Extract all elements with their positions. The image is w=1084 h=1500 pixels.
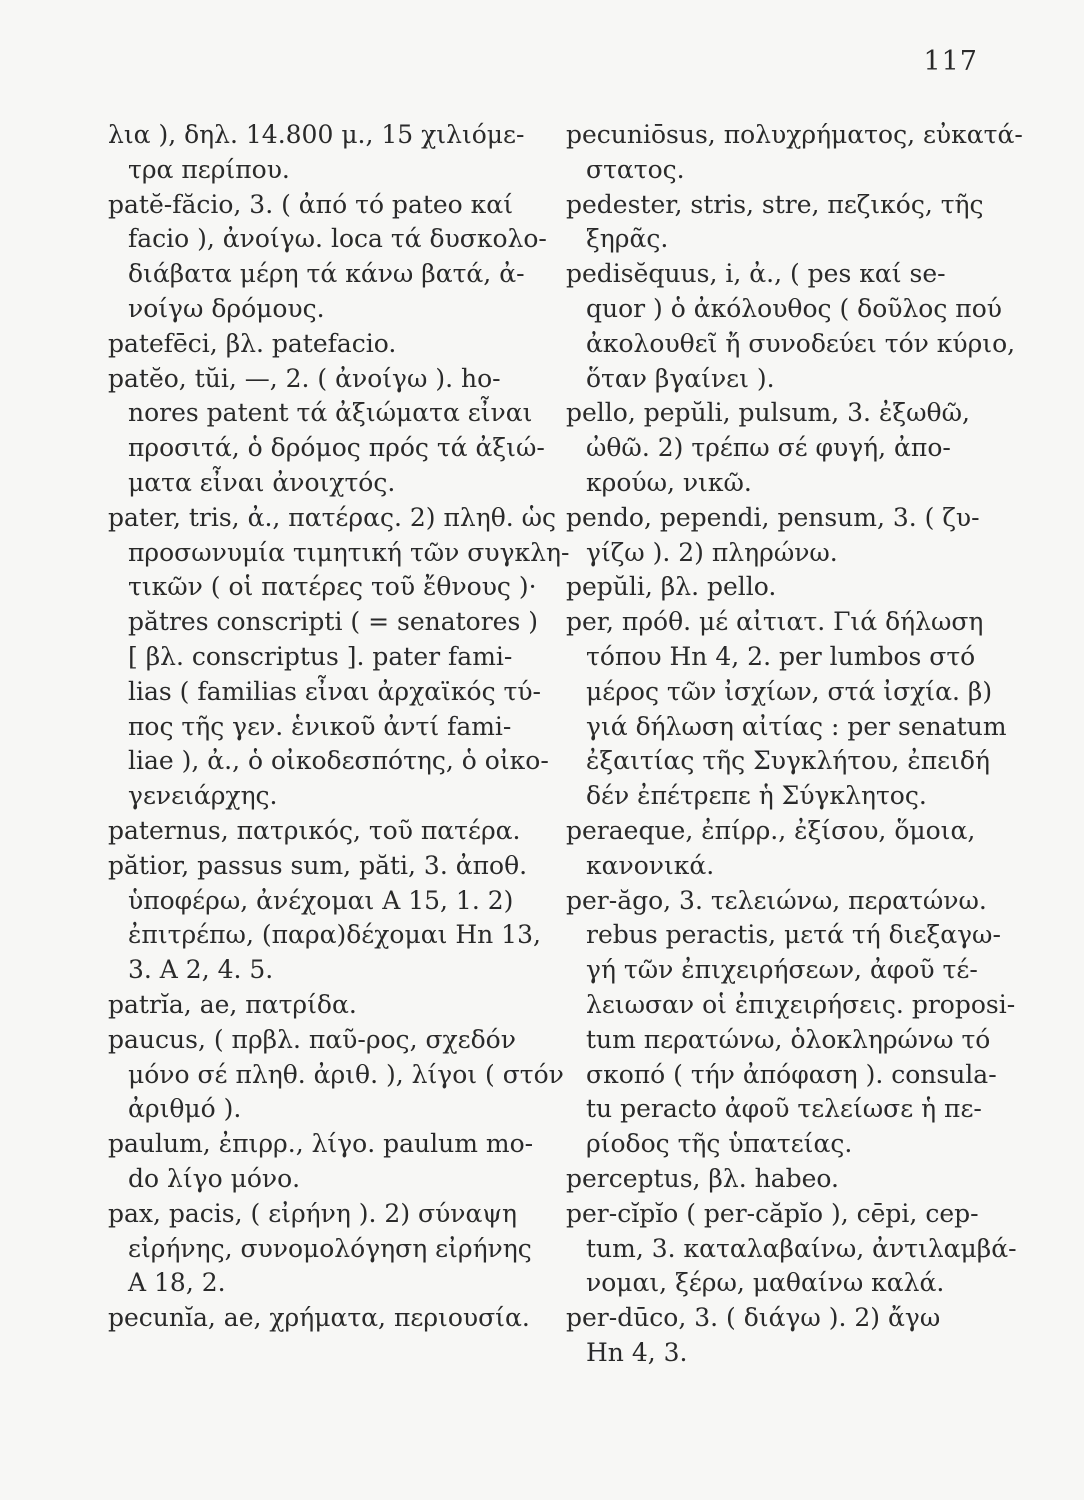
dictionary-line: ἐξαιτίας τῆς Συγκλήτου, ἐπειδή bbox=[586, 746, 990, 776]
dictionary-line: pecuniōsus, πολυχρήματος, εὐκατά- bbox=[566, 120, 1023, 149]
dictionary-line: προσιτά, ὁ δρόμος πρός τά ἀξιώ- bbox=[128, 433, 545, 463]
dictionary-line: λειωσαν οἱ ἐπιχειρήσεις. proposi- bbox=[586, 989, 1016, 1019]
dictionary-line: [ βλ. conscriptus ]. pater fami- bbox=[128, 641, 513, 671]
dictionary-line: ὑποφέρω, ἀνέχομαι A 15, 1. 2) bbox=[128, 885, 514, 915]
dictionary-line: paucus, ( πρβλ. παῦ-ρος, σχεδόν bbox=[108, 1024, 516, 1054]
dictionary-line: facio ), ἀνοίγω. loca τά δυσκολο- bbox=[128, 224, 547, 254]
dictionary-line: patĕo, tŭi, —, 2. ( ἀνοίγω ). ho- bbox=[108, 363, 501, 393]
dictionary-line: pax, pacis, ( εἰρήνη ). 2) σύναψη bbox=[108, 1198, 517, 1228]
dictionary-line: γή τῶν ἐπιχειρήσεων, ἀφοῦ τέ- bbox=[586, 955, 978, 985]
dictionary-line: ἀκολουθεῖ ἤ συνοδεύει τόν κύριο, bbox=[586, 328, 1016, 358]
dictionary-line: ματα εἶναι ἀνοιχτός. bbox=[128, 467, 396, 497]
dictionary-line: εἰρήνης, συνομολόγηση εἰρήνης bbox=[128, 1233, 532, 1263]
right-column bbox=[566, 118, 1023, 1371]
dictionary-line: σκοπό ( τήν ἀπόφαση ). consula- bbox=[586, 1059, 997, 1089]
dictionary-line: ἀριθμό ). bbox=[128, 1094, 242, 1124]
dictionary-line: peraeque, ἐπίρρ., ἐξίσου, ὅμοια, bbox=[566, 815, 976, 845]
dictionary-line: νομαι, ξέρω, μαθαίνω καλά. bbox=[586, 1268, 945, 1298]
dictionary-line: paternus, πατρικός, τοῦ πατέρα. bbox=[108, 815, 521, 845]
page-number: 117 bbox=[923, 46, 978, 77]
dictionary-line: pater, tris, ἀ., πατέρας. 2) πληθ. ὡς bbox=[108, 502, 557, 532]
dictionary-line: lias ( familias εἶναι ἀρχαϊκός τύ- bbox=[128, 676, 542, 706]
dictionary-line: per, πρόθ. μέ αἰτιατ. Γιά δήλωση bbox=[566, 607, 984, 637]
dictionary-line: pepŭli, βλ. pello. bbox=[566, 572, 777, 602]
dictionary-line: 3. A 2, 4. 5. bbox=[128, 955, 274, 985]
dictionary-line: πος τῆς γεν. ἑνικοῦ ἀντί fami- bbox=[128, 711, 512, 741]
dictionary-line: per-ăgo, 3. τελειώνω, περατώνω. bbox=[566, 885, 987, 915]
dictionary-line: στατος. bbox=[586, 154, 685, 184]
dictionary-line: tum, 3. καταλαβαίνω, ἀντιλαμβά- bbox=[586, 1233, 1017, 1263]
dictionary-line: patefēci, βλ. patefacio. bbox=[108, 328, 397, 358]
dictionary-line: pedester, stris, stre, πεζικός, τῆς bbox=[566, 189, 984, 219]
dictionary-line: do λίγο μόνο. bbox=[128, 1163, 301, 1193]
dictionary-line: γίζω ). 2) πληρώνω. bbox=[586, 537, 838, 567]
dictionary-line: rebus peractis, μετά τή διεξαγω- bbox=[586, 920, 1001, 950]
dictionary-line: patĕ-făcio, 3. ( ἀπό τό pateo καί bbox=[108, 189, 513, 219]
dictionary-line: tum περατώνω, ὁλοκληρώνω τό bbox=[586, 1024, 991, 1054]
dictionary-line: tu peracto ἀφοῦ τελείωσε ἡ πε- bbox=[586, 1094, 982, 1124]
dictionary-line: nores patent τά ἀξιώματα εἶναι bbox=[128, 398, 533, 428]
dictionary-line: μόνο σέ πληθ. ἀριθ. ), λίγοι ( στόν bbox=[128, 1059, 564, 1089]
dictionary-line: ὠθῶ. 2) τρέπω σέ φυγή, ἀπο- bbox=[586, 433, 951, 463]
dictionary-line: patrĭa, ae, πατρίδα. bbox=[108, 989, 357, 1019]
dictionary-line: A 18, 2. bbox=[128, 1268, 226, 1298]
dictionary-line: pendo, pependi, pensum, 3. ( ζυ- bbox=[566, 502, 980, 532]
dictionary-line: ὅταν βγαίνει ). bbox=[586, 363, 775, 393]
dictionary-line: quor ) ὁ ἀκόλουθος ( δοῦλος πού bbox=[586, 293, 1002, 323]
dictionary-line: γιά δήλωση αἰτίας : per senatum bbox=[586, 711, 1007, 741]
dictionary-line: ρίοδος τῆς ὑπατείας. bbox=[586, 1129, 853, 1159]
dictionary-line: ξηρᾶς. bbox=[586, 224, 669, 254]
dictionary-line: προσωνυμία τιμητική τῶν συγκλη- bbox=[128, 537, 570, 567]
dictionary-line: τόπου Hn 4, 2. per lumbos στό bbox=[586, 641, 976, 671]
dictionary-line: τικῶν ( οἱ πατέρες τοῦ ἔθνους )· bbox=[128, 572, 537, 602]
dictionary-line: λια ), δηλ. 14.800 μ., 15 χιλιόμε- bbox=[108, 120, 525, 149]
dictionary-line: pello, pepŭli, pulsum, 3. ἐξωθῶ, bbox=[566, 398, 970, 428]
dictionary-line: νοίγω δρόμους. bbox=[128, 293, 325, 323]
dictionary-line: per-cĭpĭo ( per-căpĭo ), cēpi, cep- bbox=[566, 1198, 979, 1228]
dictionary-line: κρούω, νικῶ. bbox=[586, 467, 752, 497]
dictionary-line: Hn 4, 3. bbox=[586, 1337, 688, 1367]
dictionary-line: γενειάρχης. bbox=[128, 781, 278, 811]
left-column bbox=[108, 118, 570, 1336]
dictionary-line: pedisĕquus, i, ἀ., ( pes καί se- bbox=[566, 259, 946, 289]
dictionary-line: δέν ἐπέτρεπε ἡ Σύγκλητος. bbox=[586, 781, 927, 811]
dictionary-line: pătior, passus sum, păti, 3. ἀποθ. bbox=[108, 850, 528, 880]
dictionary-line: pătres conscripti ( = senatores ) bbox=[128, 607, 538, 637]
dictionary-line: per-dūco, 3. ( διάγω ). 2) ἄγω bbox=[566, 1303, 941, 1333]
dictionary-line: κανονικά. bbox=[586, 850, 715, 880]
dictionary-line: paulum, ἐπιρρ., λίγο. paulum mo- bbox=[108, 1129, 534, 1159]
dictionary-line: perceptus, βλ. habeo. bbox=[566, 1163, 839, 1193]
dictionary-line: διάβατα μέρη τά κάνω βατά, ἀ- bbox=[128, 259, 525, 289]
dictionary-line: ἐπιτρέπω, (παρα)δέχομαι Hn 13, bbox=[128, 920, 541, 950]
dictionary-line: μέρος τῶν ἰσχίων, στά ἰσχία. β) bbox=[586, 676, 993, 706]
dictionary-line: pecunĭa, ae, χρήματα, περιουσία. bbox=[108, 1303, 530, 1333]
dictionary-line: τρα περίπου. bbox=[128, 154, 290, 184]
dictionary-line: liae ), ἀ., ὁ οἰκοδεσπότης, ὁ οἰκο- bbox=[128, 746, 549, 776]
